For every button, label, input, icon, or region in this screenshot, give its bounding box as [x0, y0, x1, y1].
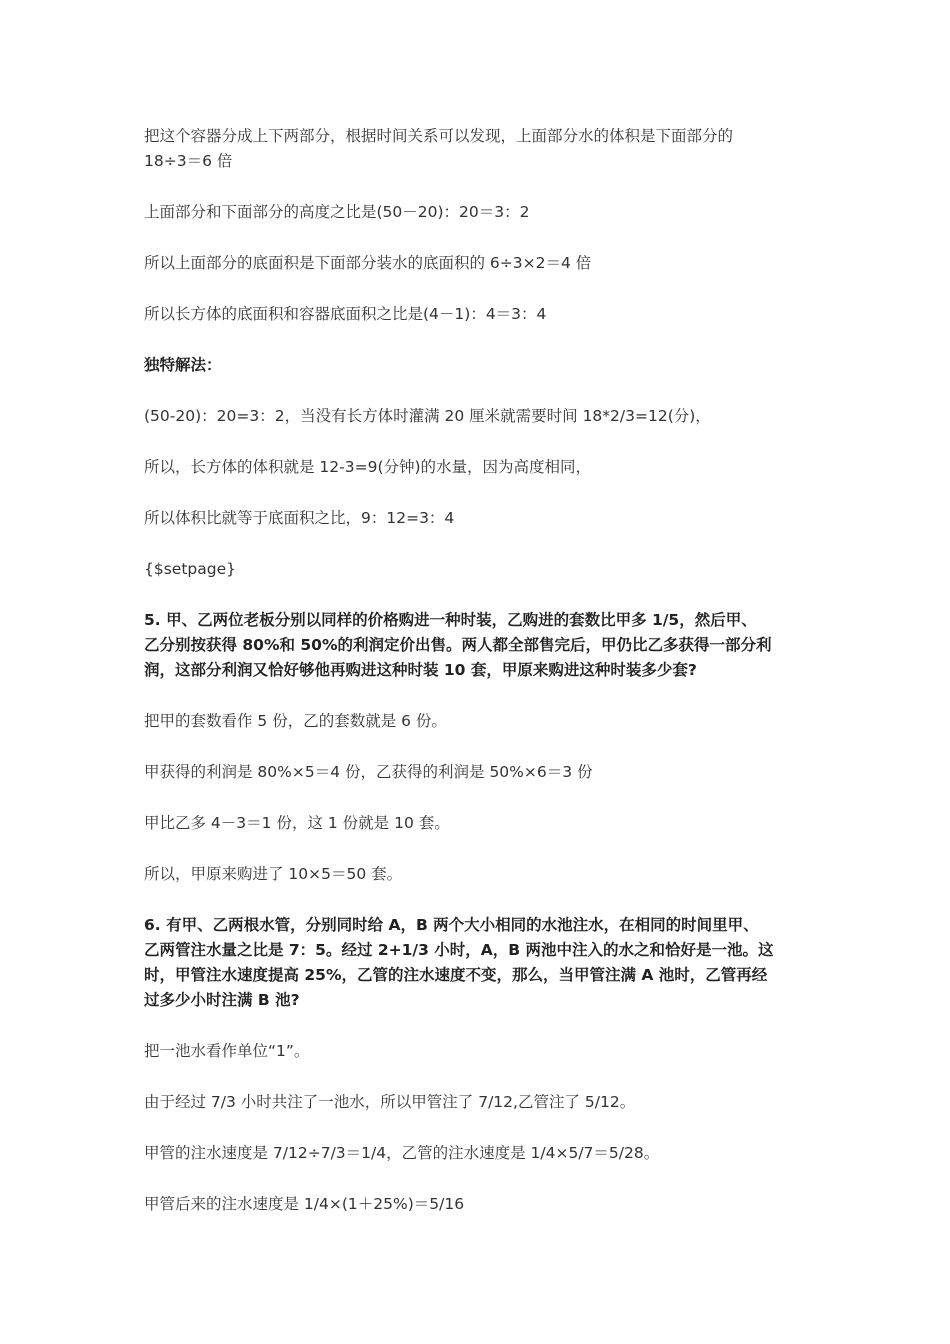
paragraph: 甲管的注水速度是 7/12÷7/3＝1/4，乙管的注水速度是 1/4×5/7＝5/28。	[144, 1144, 660, 1162]
paragraph: 由于经过 7/3 小时共注了一池水，所以甲管注了 7/12,乙管注了 5/12。	[144, 1093, 636, 1111]
section-heading: 独特解法：	[144, 356, 222, 374]
paragraph: (50-20)：20=3：2，当没有长方体时灌满 20 厘米就需要时间 18*2/3=12(分)，	[144, 407, 711, 425]
paragraph: 甲比乙多 4－3＝1 份，这 1 份就是 10 套。	[144, 814, 450, 832]
paragraph: 所以长方体的底面积和容器底面积之比是(4－1)：4＝3：4	[144, 305, 547, 323]
paragraph: 所以，甲原来购进了 10×5＝50 套。	[144, 865, 403, 883]
paragraph: 把这个容器分成上下两部分，根据时间关系可以发现，上面部分水的体积是下面部分的 18÷3＝6 倍	[144, 127, 734, 170]
question-6: 6. 有甲、乙两根水管，分别同时给 A，B 两个大小相同的水池注水，在相同的时间里甲、 乙两管注水量之比是 7：5。经过 2+1/3 小时，A，B 两池中注入的水之和恰好是一池。这 时，甲管注水速度提高 25%，乙管的注水速度不变，那么，当甲管注满 A 池时，乙管再经 过多少小时注满 B 池?	[144, 916, 774, 1009]
paragraph: 所以，长方体的体积就是 12-3=9(分钟)的水量，因为高度相同，	[144, 458, 592, 476]
document-body	[144, 124, 814, 1243]
question-5: 5. 甲、乙两位老板分别以同样的价格购进一种时装，乙购进的套数比甲多 1/5，然后甲、 乙分别按获得 80%和 50%的利润定价出售。两人都全部售完后，甲仍比乙多获得一部分利 润，这部分利润又恰好够他再购进这种时装 10 套，甲原来购进这种时装多少套?	[144, 611, 772, 679]
paragraph: 所以体积比就等于底面积之比，9：12=3：4	[144, 509, 455, 527]
paragraph: 甲管后来的注水速度是 1/4×(1＋25%)＝5/16	[144, 1195, 465, 1213]
page-placeholder: {$setpage}	[144, 560, 236, 578]
paragraph: 把甲的套数看作 5 份，乙的套数就是 6 份。	[144, 712, 447, 730]
paragraph: 把一池水看作单位“1”。	[144, 1042, 310, 1060]
paragraph: 所以上面部分的底面积是下面部分装水的底面积的 6÷3×2＝4 倍	[144, 254, 592, 272]
paragraph: 上面部分和下面部分的高度之比是(50－20)：20＝3：2	[144, 203, 530, 221]
paragraph: 甲获得的利润是 80%×5＝4 份，乙获得的利润是 50%×6＝3 份	[144, 763, 593, 781]
